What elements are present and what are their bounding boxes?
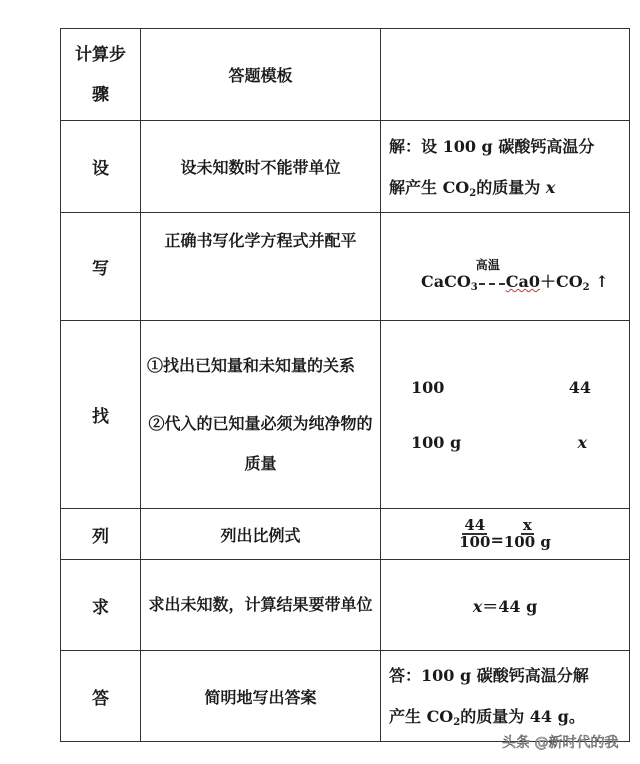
example-cell [381, 509, 630, 560]
header-step-cell [61, 29, 141, 121]
template-cell: 设未知数时不能带单位 [141, 121, 381, 213]
answer-line-1 [389, 655, 621, 696]
reactant: CaCO [421, 272, 471, 291]
template-cell: 简明地写出答案 [141, 651, 381, 742]
header-step-label: 计算步骤 [75, 44, 126, 105]
equals-sign [479, 283, 505, 285]
table-row-list [61, 509, 630, 560]
header-example-cell [381, 29, 630, 121]
answer-text: 的质量为 44 g。 [460, 707, 585, 726]
example-cell [381, 560, 630, 651]
example-cell [381, 651, 630, 742]
subscript: 2 [453, 717, 461, 728]
reaction-condition: 高温 [475, 258, 500, 272]
product: Ca0 [505, 272, 540, 291]
calculation-steps-table [60, 28, 630, 742]
plus-sign: ＋ [539, 272, 556, 291]
template-text: 正确书写化学方程式并配平 [164, 231, 357, 250]
table-row-find [61, 321, 630, 509]
actual-mass-caco3: 100 g [411, 432, 462, 452]
actual-mass-row [381, 433, 629, 452]
example-line-1 [389, 126, 621, 167]
denominator: 100 g [503, 533, 551, 551]
example-line-2 [389, 167, 621, 208]
relative-mass-row [381, 378, 629, 397]
fraction-left [459, 518, 490, 550]
chemical-equation [421, 258, 609, 293]
template-cell [141, 213, 381, 321]
step-cell: 找 [61, 321, 141, 509]
template-cell [141, 321, 381, 509]
solution-text: 设 100 g 碳酸钙高温分 [421, 136, 595, 156]
table-row-write [61, 213, 630, 321]
relative-mass-co2: 44 [568, 377, 591, 397]
table-row-solve [61, 560, 630, 651]
header-template-label: 答题模板 [228, 66, 293, 85]
subscript: 2 [582, 282, 590, 293]
actual-mass-co2: x [577, 432, 587, 452]
unknown-variable: x [472, 596, 483, 616]
template-cell: 列出比例式 [141, 509, 381, 560]
answer-line-2 [389, 696, 621, 737]
solution-prefix: 解： [389, 136, 422, 156]
gas-arrow-icon: ↑ [595, 272, 609, 291]
template-item-2: ②代入的已知量必须为纯净物的质量 [148, 413, 373, 473]
table-row-answer [61, 651, 630, 742]
numerator: 44 [464, 516, 486, 534]
template-item-1: ①找出已知量和未知量的关系 [147, 355, 356, 375]
watermark: 头条 @新时代的我 [502, 735, 619, 751]
equals-sign: = [490, 530, 504, 550]
table-row-set [61, 121, 630, 213]
numerator: x [522, 516, 532, 534]
example-cell [381, 321, 630, 509]
fraction-right [504, 518, 551, 550]
step-cell: 写 [61, 213, 141, 321]
step-cell: 列 [61, 509, 141, 560]
answer-prefix: 答： [389, 666, 422, 685]
step-cell: 答 [61, 651, 141, 742]
template-cell [141, 560, 381, 651]
result-value: ＝44 g [482, 596, 538, 616]
denominator: 100 [459, 533, 491, 551]
step-cell: 设 [61, 121, 141, 213]
solution-text: 的质量为 [476, 177, 546, 197]
step-cell: 求 [61, 560, 141, 651]
header-template-cell [141, 29, 381, 121]
subscript: 2 [469, 187, 477, 199]
relative-mass-caco3: 100 [411, 377, 445, 397]
subscript: 3 [470, 282, 478, 293]
solution-text: 解产生 CO [389, 177, 470, 197]
unknown-variable: x [545, 177, 556, 197]
answer-text: 100 g 碳酸钙高温分解 [421, 666, 589, 685]
template-text: 求出未知数，计算结果要带单位 [148, 595, 373, 614]
answer-text: 产生 CO [389, 707, 454, 726]
example-cell [381, 121, 630, 213]
product: CO [556, 272, 583, 291]
header-row [61, 29, 630, 121]
example-cell [381, 213, 630, 321]
